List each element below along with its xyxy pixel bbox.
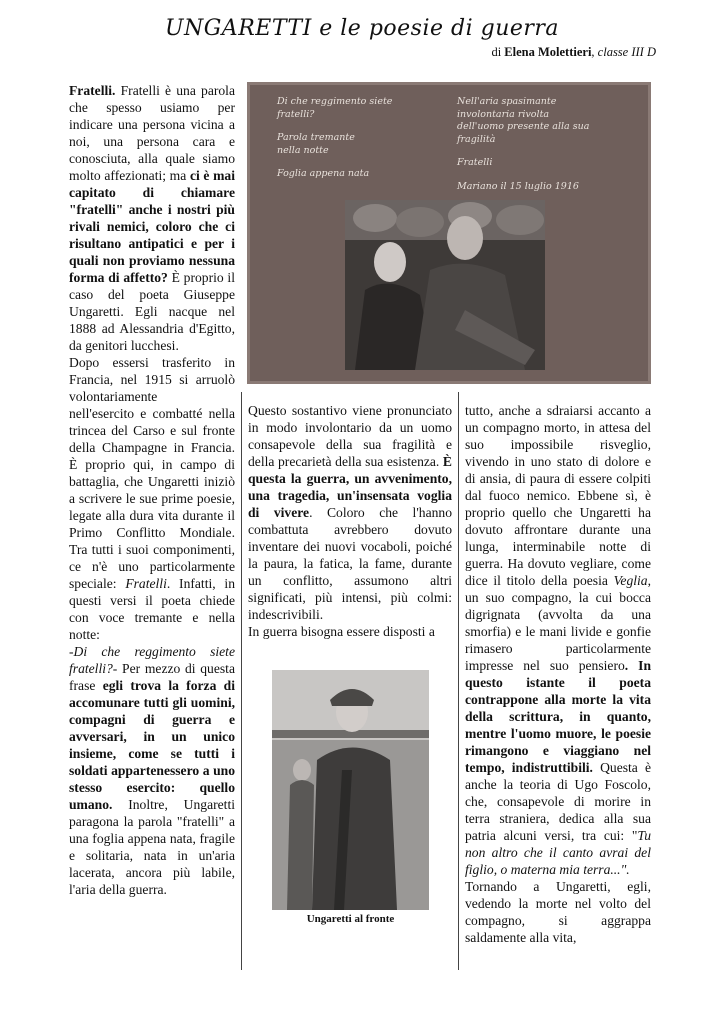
col3-italic-quote: Tu non altro che il canto avrai del figlio, o materna mia terra...". [465,828,651,877]
col2-paragraph-2 [248,623,452,640]
col1-text: Inoltre, Ungaretti paragona la parola "fratelli" a una foglia appena nata, fragile e solitaria, nata in un'aria lacerata, ancora più labile, l'aria della guerra. [69,797,235,897]
column-divider-right [458,392,459,970]
col3-text: tutto, anche a sdraiarsi accanto a un compagno morto, in attesa del suo impossibile risveglio, vivendo in uno stato di dolore e di ansia, di paura di essere colpiti dal fuoco nemico. Ebbene sì, è proprio quello che Ungaretti ha dovuto affrontare durante una lunga, interminabile notte di guerra. Ha dovuto vegliare, come dice il titolo della poesia [465,403,651,588]
soldiers-photo-illustration [345,200,545,370]
soldiers-photo [345,200,545,370]
col1-text: Fratelli è una parola che spesso usiamo per indicare una persona vicina a noi, una persona cara e conosciuta, alla quale siamo molto affezionati; ma [69,83,235,183]
poem-line: Fratelli [457,157,493,168]
column-2 [248,402,452,640]
col2-paragraph-1 [248,402,452,623]
poem-line: nella notte [277,144,329,156]
col1-paragraph-1 [69,82,235,354]
poem-line: fratelli? [277,108,315,120]
col3-text: Questa è anche la teoria di Ugo Foscolo, che, consapevole di morire in terra straniera, dedica alla sua patria alcuni versi, tra cui: " [465,760,651,843]
col3-bold-text: . In questo istante il poeta [465,658,651,690]
poem-text-right [457,96,589,193]
poem-gap [457,170,589,181]
col3-bold-text: contrappone alla morte la vita della scrittura, in quanto, mentre l'uomo muore, le poesie rimangono e viaggiano nel tempo, indistruttibili. [465,692,651,775]
col2-text: Questo sostantivo viene pronunciato in modo involontario da un uomo consapevole della sua fragilità e della precarietà della sua esistenza. [248,403,452,469]
col1-bold-text: egli trova la forza di accomunare tutti gli uomini, compagni di guerra e avversari, in un unico insieme, come se tutti i soldati appartenessero a uno stesso esercito: quello umano. [69,678,235,812]
class-label: classe III D [597,45,656,59]
col3-paragraph-1 [465,402,651,878]
col2-text: . Coloro che l'hanno combattuta avrebbero dovuto inventare dei nuovi vocaboli, poiché la paura, la fatica, la fame, durante un conflitto, assumono altri significati, più intensi, più colmi: indescrivibili. [248,505,452,622]
section-heading-fratelli: Fratelli. [69,83,116,98]
col3-text: , un suo compagno, la cui bocca digrignata (avvolta da una smorfia) e le mani livide e gonfie rimasero particolarmente impresse nel suo pensiero [465,573,651,673]
photo-caption: Ungaretti al fronte [306,913,395,925]
col1-text: . Infatti, in questi versi il poeta chiede con voce tremante e nella notte: [69,576,235,642]
poem-gap [457,146,589,157]
col1-paragraph-4 [69,643,235,898]
page-title: UNGARETTI e le poesie di guerra [164,16,560,41]
poem-line: Parola tremante [277,132,355,143]
col2-bold-text: È questa la guerra, un avvenimento, una tragedia, un'insensata voglia di vivere [248,454,452,520]
poem-line: Foglia appena nata [277,168,370,179]
col1-text: È proprio il caso del poeta Giuseppe Ungaretti. Egli nacque nel 1888 ad Alessandria d'Egitto, da genitori lucchesi. [69,270,235,353]
poem-line: Di che reggimento siete [277,96,393,107]
byline-separator: , [591,45,598,59]
col1-paragraph-3 [69,405,235,643]
byline-prefix: di [491,45,505,59]
column-divider-left [241,392,242,970]
col3-text: Tornando a Ungaretti, egli, vedendo la morte nel volto del compagno, si aggrappa saldamente alla vita, [465,879,651,945]
column-1 [69,82,235,898]
poem-text-left [277,96,392,181]
col1-paragraph-2 [69,354,235,405]
col2-text: In guerra bisogna essere disposti a [248,624,435,639]
col1-bold-text: ci è mai capitato di chiamare "fratelli" anche i nostri più rivali nemici, coloro che ci risultano antipatici e per i quali non proviamo nessuna forma di affetto? [69,168,235,285]
col1-italic-quote: -Di che reggimento siete fratelli?- [69,644,235,676]
poem-line: Nell'aria spasimante [457,96,557,107]
column-3 [465,402,651,946]
col1-text: Per mezzo di questa frase [69,661,235,693]
col3-paragraph-2 [465,878,651,946]
ungaretti-photo [272,670,429,910]
poem-gap [277,157,392,168]
col1-italic-text: Fratelli [125,576,167,591]
col3-italic-text: Veglia [613,573,648,588]
ungaretti-photo-illustration [272,670,429,910]
col1-text: nell'esercito e combatté nella trincea del Carso e sul fronte della Champagne in Francia. È proprio qui, in campo di battaglia, che Ungaretti iniziò a scrivere le sue prime poesie, legate alla dura vita durante il Primo Conflitto Mondiale. Tra tutti i suoi componimenti, ce n'è uno particolarmente speciale: [69,406,235,591]
poem-line: dell'uomo presente alla sua [457,121,590,132]
col1-text: Dopo essersi trasferito in Francia, nel 1915 si arruolò volontariamente [69,355,235,404]
author-name: Elena Molettieri [504,45,592,59]
poem-line: fragilità [457,133,496,145]
poem-line: involontaria rivolta [457,108,550,120]
poem-gap [277,121,392,132]
byline [491,45,656,60]
poem-line: Mariano il 15 luglio 1916 [457,180,579,192]
